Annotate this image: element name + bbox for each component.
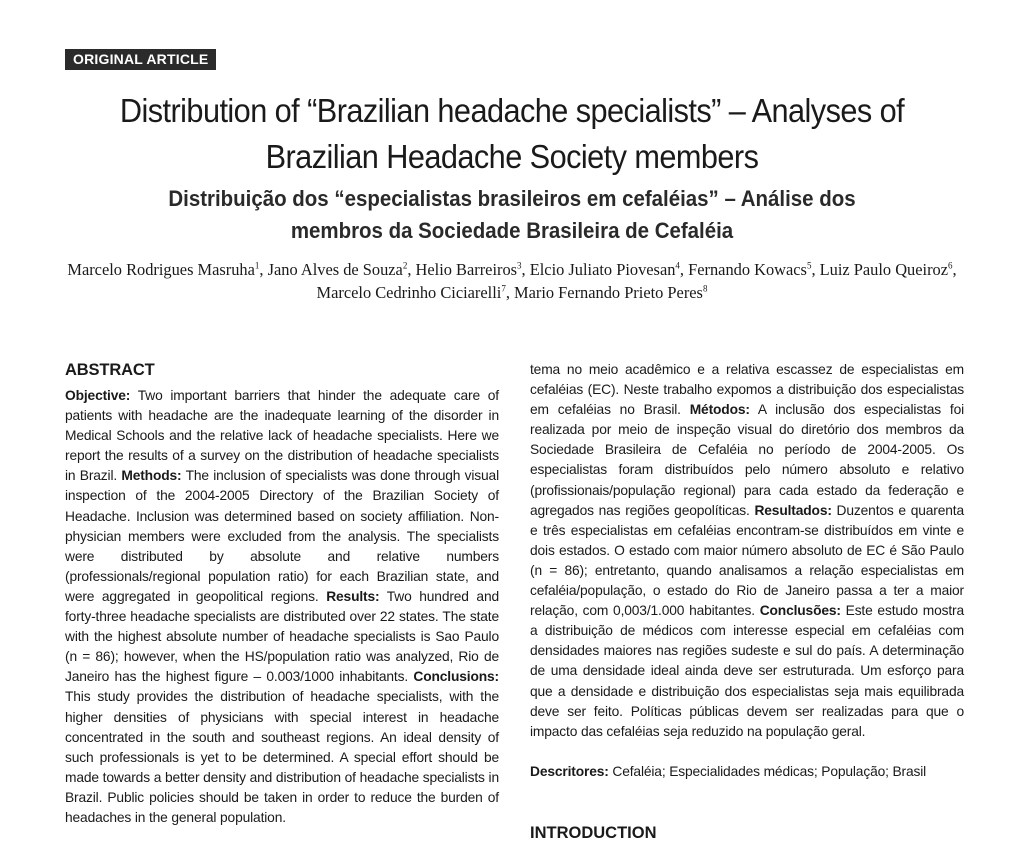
conclusions-label: Conclusions: (413, 669, 499, 685)
author: Elcio Juliato Piovesan$^4$ (529, 260, 680, 279)
author: Fernando Kowacs$^5$ (688, 260, 812, 279)
author-list: Marcelo Rodrigues Masruha$^1$, Jano Alves de Souza$^2$, Helio Barreiros$^3$, Elcio Juliato Piovesan$^4$, Fernando Kowacs$^5$, Luiz Paulo Queiroz$^6$, Marcelo Cedrinho Ciciarelli$^7$, Mario Fernando Prieto Peres$^8$ (67, 260, 957, 302)
results-label: Results: (326, 588, 380, 604)
article-type-badge: ORIGINAL ARTICLE (65, 49, 216, 70)
abstract-body: Objective: Two important barriers that hinder the adequate care of patients with headache are the inadequate learning of the disorder in Medical Schools and the relative lack of headache specialists. Here we report the results of a survey on the distribution of headache specialists in Brazil. Methods: The inclusion of specialists was done through visual inspection of the 2004-2005 Directory of the Brazilian Society of Headache. Inclusion was determined based on society affiliation. Non-physician members were excluded from the analysis. The specialists were distributed by absolute and relative numbers (professionals/regional population ratio) for each Brazilian state, and were aggregated in geopolitical regions. Results: Two hundred and forty-three headache specialists are distributed over 22 states. The state with the highest absolute number of headache specialists is Sao Paulo (n = 86); however, when the HS/population ratio was analyzed, Rio de Janeiro has the highest figure – 0.003/1000 inhabitants. Conclusions: This study provides the distribution of headache specialists, with the higher densities of physicians with special interest in headache concentrated in the south and southeast regions. An ideal density of such professionals is yet to be determined. A special effort should be made towards a better density and distribution of headache specialists in Brazil. Public policies should be taken in order to reduce the burden of headaches in the general population. (65, 388, 500, 825)
author: Jano Alves de Souza$^2$ (267, 260, 408, 279)
abstract-column (65, 360, 499, 828)
methods-label: Methods: (121, 468, 182, 484)
resumo-body: tema no meio acadêmico e a relativa escassez de especialistas em cefaléias (EC). Neste trabalho expomos a distribuição dos especialistas em cefaléias no Brasil. Métodos: A inclusão dos especialistas foi realizada por meio de inspeção visual do diretório dos membros da Sociedade Brasileira de Cefaléia no período de 2004-2005. Os especialistas foram distribuídos pelo número absoluto e relativo (profissionais/população regional) para cada estado da federação e agregados nas regiões geopolíticas. Resultados: Duzentos e quarenta e três especialistas em cefaléias encontram-se distribuídos em vinte e dois estados. O estado com maior número absoluto de EC é São Paulo (n = 86); entretanto, quando analisamos a relação especialistas em cefaléia/população, o estado do Rio de Janeiro passa a ter a maior relação, com 0,003/1.000 habitantes. Conclusões: Este estudo mostra a distribuição de médicos com interesse especial em cefaléias com densidades maiores nas regiões sudeste e sul do país. A determinação de uma densidade ideal ainda deve ser estruturada. Um esforço para que a densidade e distribuição dos especialistas seja mais equilibrada deve ser feito. Políticas públicas devem ser realizadas para que o impacto das cefaléias seja reduzido na população geral. (530, 362, 965, 739)
keywords-label: Descritores: (530, 763, 609, 779)
author: Marcelo Rodrigues Masruha$^1$ (67, 260, 260, 279)
resultados-label: Resultados: (754, 502, 832, 518)
author: Luiz Paulo Queiroz$^6$ (819, 260, 953, 279)
objective-label: Objective: (65, 388, 131, 403)
article-subtitle-portuguese: Distribuição dos “especialistas brasileiros em cefaléias” – Análise dos membros da Sociedade Brasileira de Cefaléia (168, 186, 856, 243)
introduction-heading: INTRODUCTION (530, 824, 657, 842)
author: Marcelo Cedrinho Ciciarelli$^7$ (316, 283, 506, 302)
author: Mario Fernando Prieto Peres$^8$ (514, 283, 708, 302)
resumo-column (530, 360, 964, 782)
conclusoes-label: Conclusões: (759, 603, 841, 619)
metodos-label: Métodos: (689, 402, 750, 418)
article-title: Distribution of “Brazilian headache specialists” – Analyses of Brazilian Headache Society members (119, 92, 905, 175)
abstract-heading: ABSTRACT (65, 361, 155, 379)
keywords: Descritores: Cefaléia; Especialidades médicas; População; Brasil (530, 763, 927, 779)
author: Helio Barreiros$^3$ (415, 260, 522, 279)
